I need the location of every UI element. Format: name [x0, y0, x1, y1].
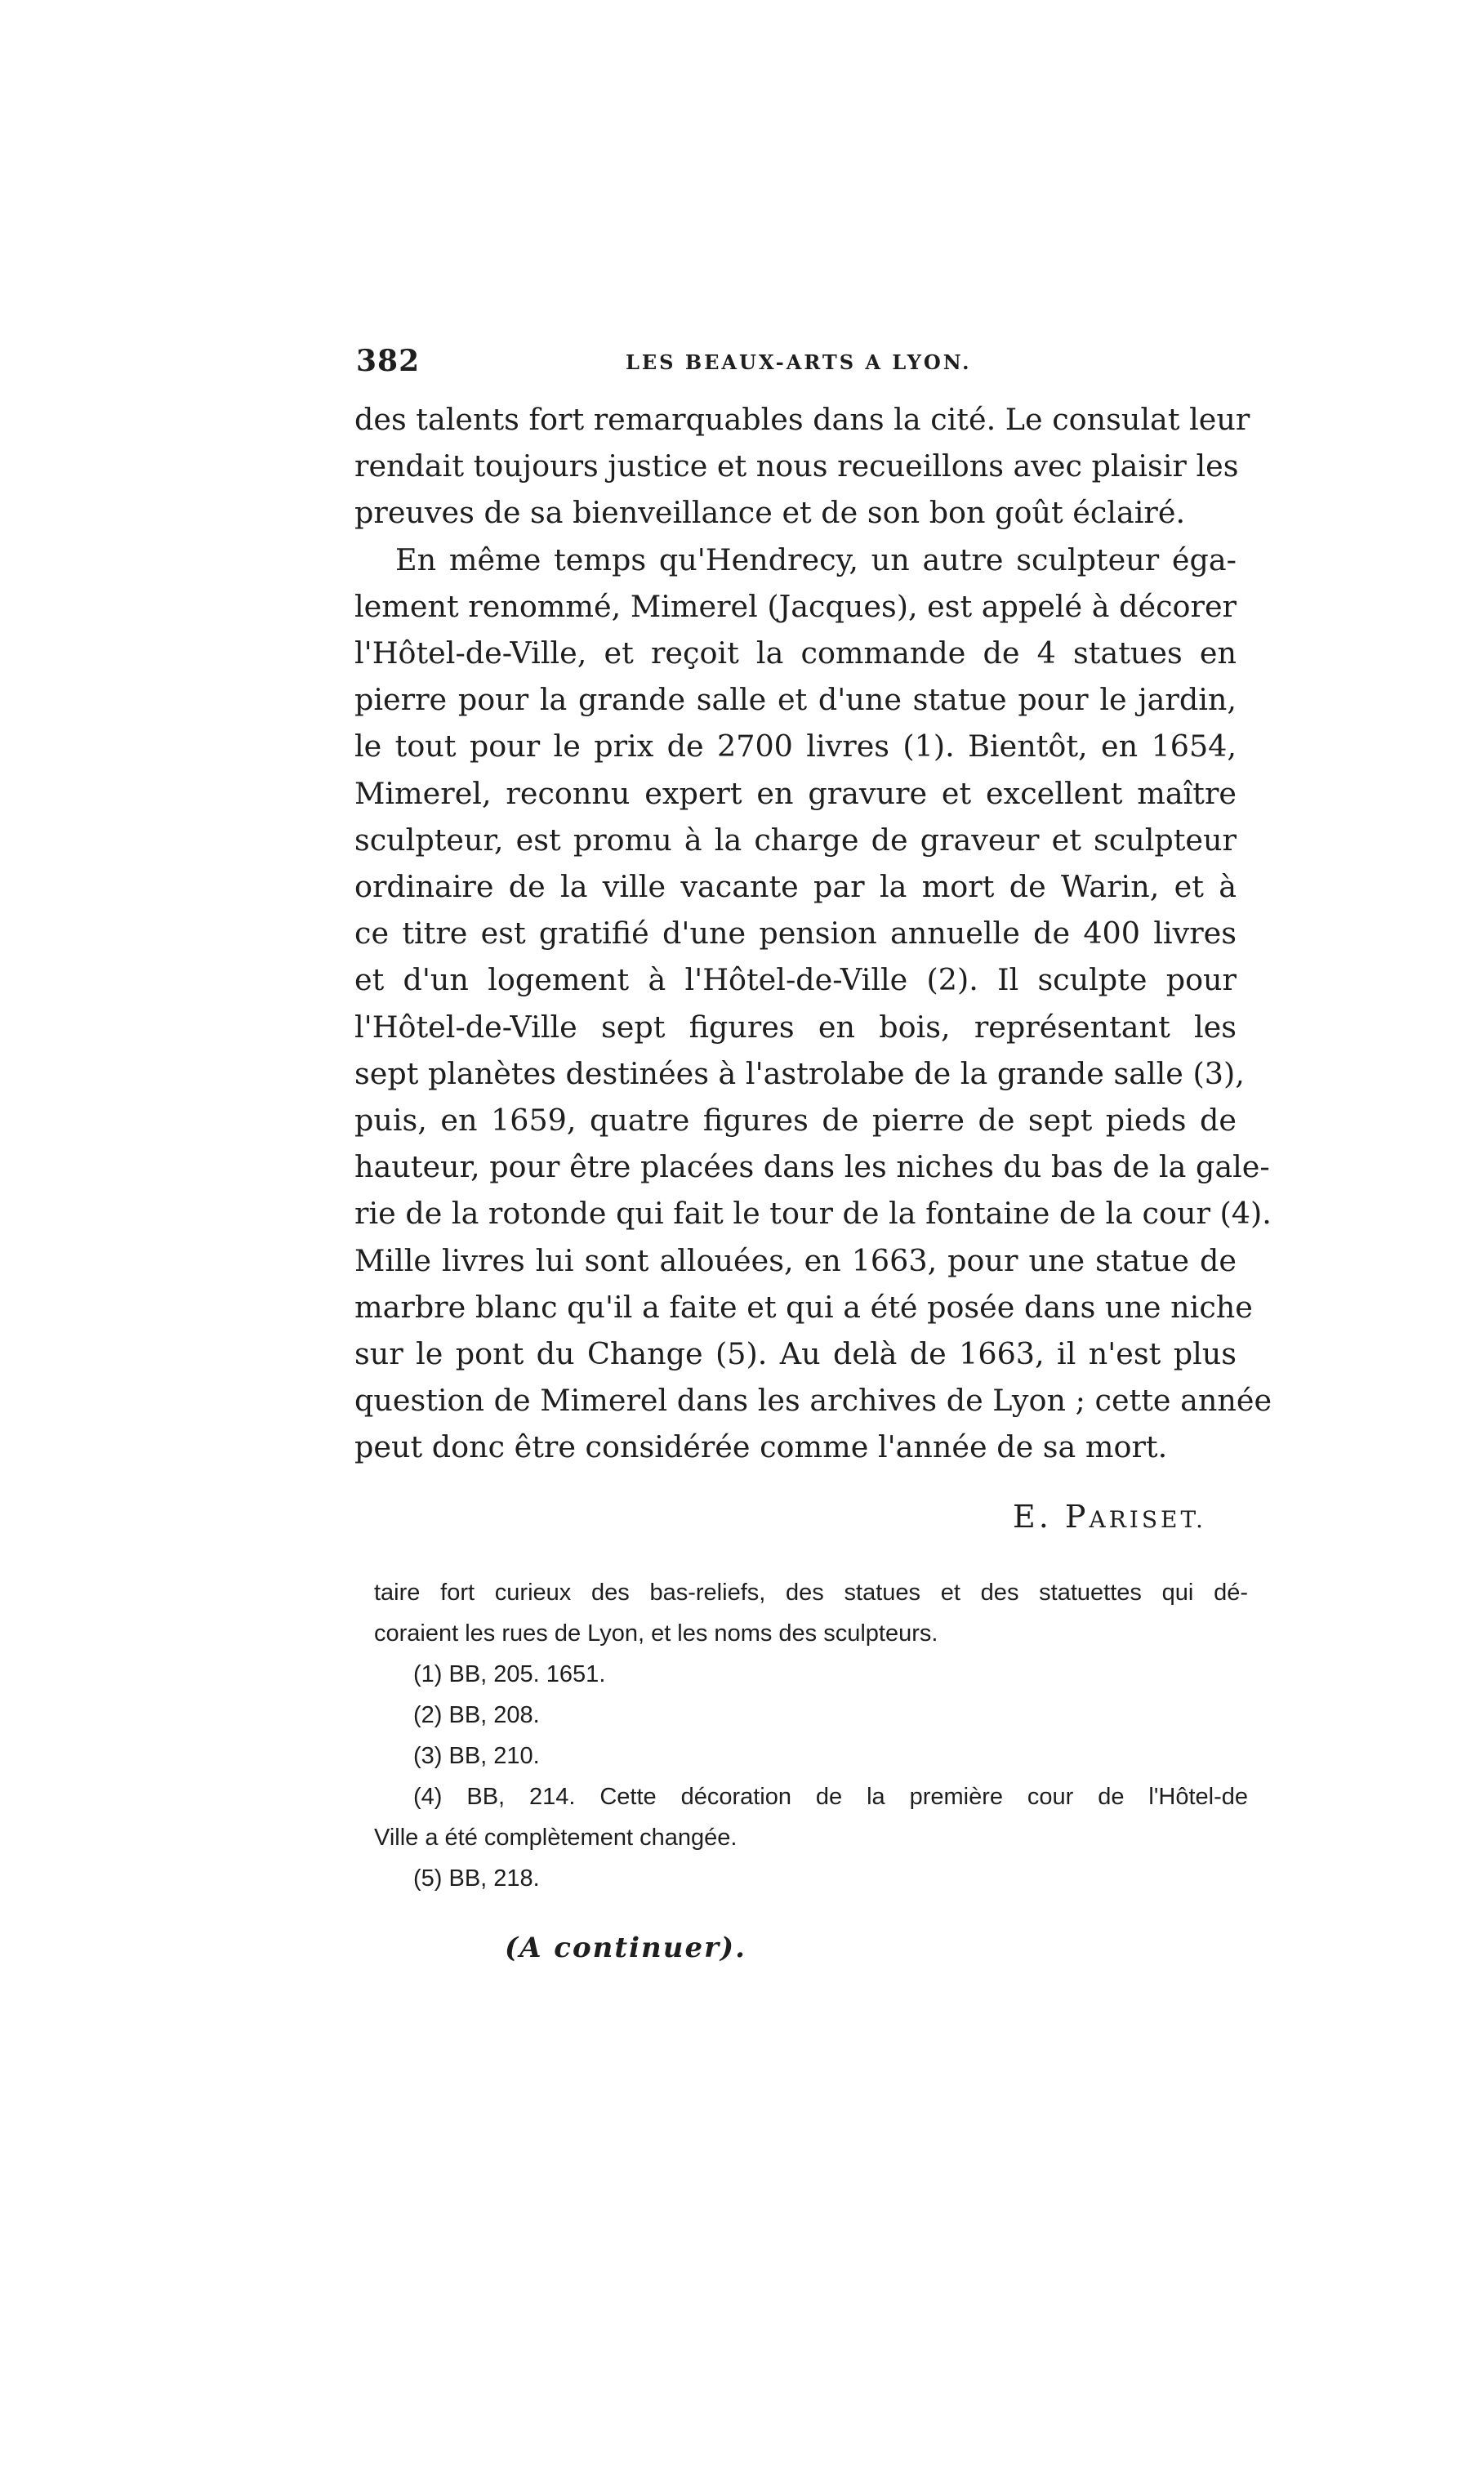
text-line: question de Mimerel dans les archives de Lyon ; cette année	[354, 1383, 1272, 1419]
footnotes	[374, 1572, 1248, 1899]
text-line: sur le pont du Change (5). Au delà de 1663, il n'est plus	[354, 1336, 1237, 1372]
text-line: Mimerel, reconnu expert en gravure et excellent maître	[354, 775, 1237, 811]
text-line: sept planètes destinées à l'astrolabe de la grande salle (3),	[354, 1055, 1245, 1091]
footnote-5: (5) BB, 218.	[413, 1865, 540, 1892]
text-line: En même temps qu'Hendrecy, un autre sculpteur éga-	[395, 542, 1237, 577]
text-line: peut donc être considérée comme l'année de sa mort.	[354, 1429, 1168, 1465]
text-line: rie de la rotonde qui fait le tour de la fontaine de la cour (4).	[354, 1196, 1272, 1232]
footnote-4-continuation: Ville a été complètement changée.	[374, 1825, 738, 1851]
text-line: l'Hôtel-de-Ville, et reçoit la commande de 4 statues en	[354, 635, 1237, 671]
text-line: ordinaire de la ville vacante par la mort de Warin, et à	[354, 869, 1237, 905]
continued-notice: (A continuer).	[505, 1932, 746, 1964]
footnote-2: (2) BB, 208.	[413, 1702, 540, 1728]
text-line: hauteur, pour être placées dans les niches du bas de la gale-	[354, 1149, 1270, 1185]
main-text	[354, 396, 1272, 1471]
footnote-continuation-line: coraient les rues de Lyon, et les noms des sculpteurs.	[374, 1620, 938, 1647]
footnote-continuation-line: taire fort curieux des bas-reliefs, des statues et des statuettes qui dé-	[374, 1580, 1248, 1606]
page-header	[356, 344, 1238, 385]
text-line: le tout pour le prix de 2700 livres (1). Bientôt, en 1654,	[354, 729, 1237, 764]
text-line: Mille livres lui sont allouées, en 1663, pour une statue de	[354, 1242, 1237, 1278]
text-line: l'Hôtel-de-Ville sept figures en bois, représentant les	[354, 1009, 1237, 1045]
page-number: 382	[356, 344, 421, 378]
signature-initial: E. P	[1013, 1499, 1090, 1535]
text-line: marbre blanc qu'il a faite et qui a été posée dans une niche	[354, 1289, 1253, 1325]
paragraph-1	[354, 396, 1250, 537]
footnote-3: (3) BB, 210.	[413, 1743, 540, 1769]
running-head: LES BEAUX-ARTS A LYON.	[626, 350, 972, 374]
text-line: rendait toujours justice et nous recueillons avec plaisir les	[354, 448, 1239, 484]
text-line: preuves de sa bienveillance et de son bon goût éclairé.	[354, 495, 1186, 531]
text-line: et d'un logement à l'Hôtel-de-Ville (2). Il sculpte pour	[354, 962, 1237, 998]
signature-surname: ARISET.	[1089, 1506, 1206, 1533]
author-signature	[1013, 1499, 1206, 1535]
text-line: lement renommé, Mimerel (Jacques), est appelé à décorer	[354, 588, 1237, 624]
footnote-1: (1) BB, 205. 1651.	[413, 1661, 606, 1687]
text-line: ce titre est gratifié d'une pension annuelle de 400 livres	[354, 916, 1237, 952]
text-line: pierre pour la grande salle et d'une statue pour le jardin,	[354, 682, 1237, 718]
text-line: sculpteur, est promu à la charge de graveur et sculpteur	[354, 822, 1237, 858]
paragraph-2	[354, 537, 1272, 1471]
footnote-4: (4) BB, 214. Cette décoration de la première cour de l'Hôtel-de	[413, 1784, 1248, 1810]
text-line: des talents fort remarquables dans la cité. Le consulat leur	[354, 402, 1250, 437]
text-line: puis, en 1659, quatre figures de pierre de sept pieds de	[354, 1103, 1237, 1139]
